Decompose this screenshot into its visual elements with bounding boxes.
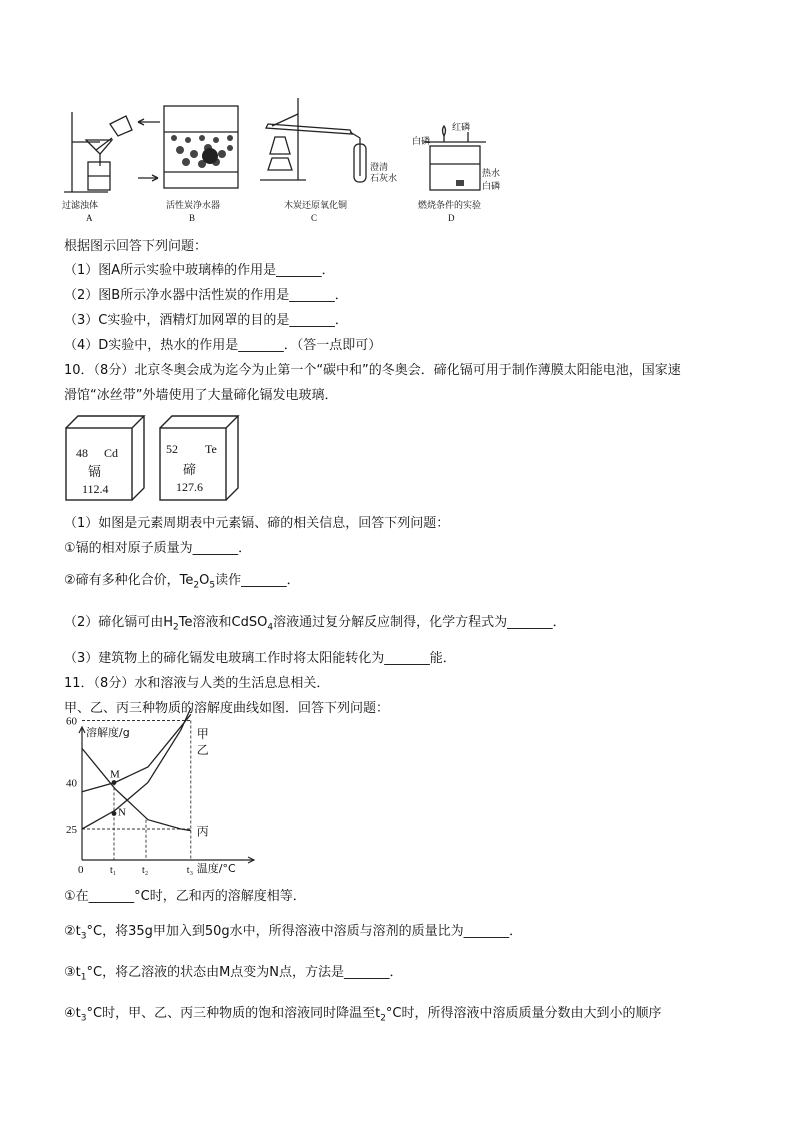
x-tick-label: t₃ — [186, 865, 194, 876]
cd-name: 镉 — [88, 465, 102, 480]
y-tick-label: 40 — [66, 777, 77, 790]
series-label-2: 乙 — [196, 743, 209, 757]
x-axis-label: 温度/°C — [196, 862, 236, 875]
q11-c: $③t_1^\circ C$，将乙溶液的状态由M点变为N点，方法是_______． — [64, 965, 403, 983]
te-symbol: Te — [205, 442, 217, 456]
d-label-red: 红磷 — [452, 123, 471, 133]
point-label-N: N — [118, 806, 126, 819]
q9-item-4: （4）D实验中，热水的作用是_______．（答一点即可） — [64, 338, 382, 353]
q9-item-3: （3）C实验中，酒精灯加网罩的目的是_______． — [64, 313, 348, 328]
c-side-label-1: 澄清 — [370, 163, 389, 173]
series-line-3 — [82, 748, 191, 830]
letter-d: D — [448, 213, 455, 223]
solubility-chart — [64, 715, 264, 880]
d-label-white-bottom: 白磷 — [482, 182, 501, 192]
q11-d: $④t_3^\circ C$时，甲、乙、丙三种物质的饱和溶液同时降温至$t_2^\circ C$时，所得溶液中溶质质量分数由大到小的顺序 — [64, 1006, 662, 1024]
d-label-white-top: 白磷 — [412, 137, 431, 147]
point-label-M: M — [110, 768, 120, 781]
q11-b: $②t_3^\circ C$，将35g甲加入到50g水中，所得溶液中溶质与溶剂的质量比为_______． — [64, 924, 523, 942]
q10-p3: （3）建筑物上的碲化镉发电玻璃工作时将太阳能转化为_______能． — [64, 651, 456, 666]
caption-b: 活性炭净水器 — [166, 201, 221, 211]
q10-p1-b: ②碲有多种化合价，$Te_2O_5$读作_______． — [64, 573, 300, 591]
c-side-label-2: 石灰水 — [370, 174, 398, 184]
te-name: 碲 — [183, 463, 197, 478]
q11-stem: 11．（8分）水和溶液与人类的生活息息相关． — [64, 676, 330, 691]
x-tick-label: t₂ — [142, 865, 149, 876]
letter-c: C — [311, 213, 318, 223]
q11-a: ①在_______°C时，乙和丙的溶解度相等． — [64, 889, 306, 904]
q9-item-2: （2）图B所示净水器中活性炭的作用是_______． — [64, 288, 348, 303]
caption-a: 过滤浊体 — [62, 201, 99, 211]
cd-number: 48 — [76, 446, 88, 460]
y-tick-label: 25 — [66, 824, 77, 836]
te-number: 52 — [166, 442, 178, 456]
letter-b: B — [189, 213, 196, 223]
d-label-hot-water: 热水 — [482, 169, 501, 179]
q9-intro: 根据图示回答下列问题： — [64, 239, 208, 254]
caption-c: 木炭还原氧化铜 — [284, 201, 348, 211]
y-axis-label: 溶解度/g — [86, 726, 130, 739]
series-label-3: 丙 — [196, 824, 209, 839]
q10-p1: （1）如图是元素周期表中元素镉、碲的相关信息，回答下列问题： — [64, 516, 450, 531]
origin-label: 0 — [78, 864, 84, 876]
q10-p1-a: ①镉的相对原子质量为_______． — [64, 541, 252, 556]
cd-symbol: Cd — [104, 446, 119, 460]
q10-stem-2: 滑馆“冰丝带”外墙使用了大量碲化镉发电玻璃． — [64, 388, 338, 403]
cd-mass: 112.4 — [82, 482, 109, 496]
q10-stem-1: 10．（8分）北京冬奥会成为迄今为止第一个“碳中和”的冬奥会．碲化镉可用于制作薄膜太阳能电池，国家速 — [64, 363, 681, 378]
x-tick-label: t₁ — [110, 865, 117, 876]
q9-item-1: （1）图A所示实验中玻璃棒的作用是_______． — [64, 263, 335, 278]
point-N — [112, 811, 117, 816]
caption-d: 燃烧条件的实验 — [418, 201, 482, 211]
q10-p2: （2）碲化镉可由$H_2Te$溶液和CdSO$_4$溶液通过复分解反应制得，化学方程式为_______． — [64, 615, 566, 633]
series-label-1: 甲 — [196, 727, 209, 741]
point-M — [112, 780, 117, 785]
y-tick-label: 60 — [66, 715, 77, 728]
te-mass: 127.6 — [176, 480, 203, 494]
letter-a: A — [86, 213, 93, 223]
q11-intro: 甲、乙、丙三种物质的溶解度曲线如图．回答下列问题： — [64, 701, 390, 716]
